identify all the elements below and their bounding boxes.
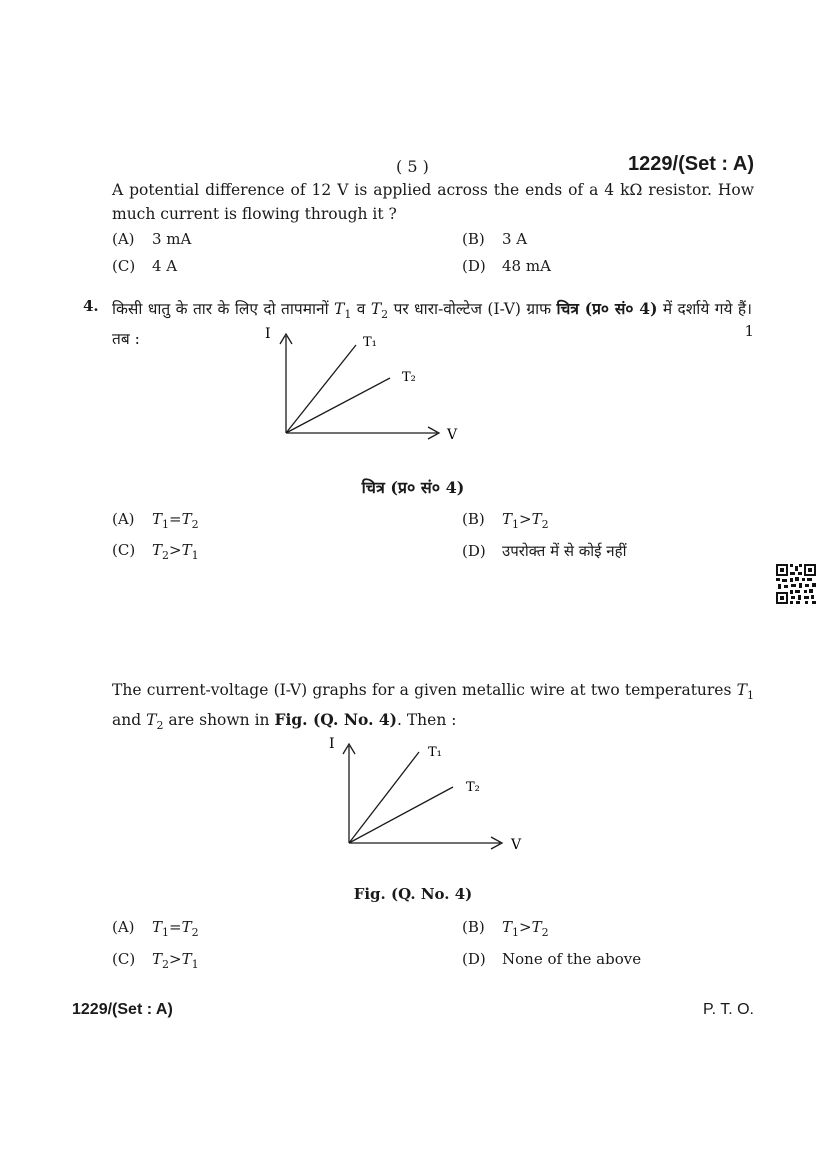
graph-x-label-en: V [511, 837, 522, 853]
t2-symbol: $T_2$ [370, 300, 389, 321]
line-t1-en [349, 752, 419, 843]
q4-en-option-a: (A) $T_1=T_2$ [112, 918, 199, 939]
t1-symbol-en: $T_1$ [736, 681, 754, 702]
graph-line1-label: T₁ [363, 335, 377, 350]
q3-option-d: (D) 48 mA [462, 257, 551, 275]
graph-y-label-en: I [329, 736, 335, 752]
q4-hi-option-a: (A) $T_1=T_2$ [112, 510, 199, 531]
q4-hi-option-d: (D) उपरोक्त में से कोई नहीं [462, 542, 627, 560]
graph-line1-label-en: T₁ [428, 745, 442, 760]
hindi-figure-caption: चित्र (प्र० सं० 4) [361, 478, 465, 497]
q4-hi-option-b: (B) $T_1>T_2$ [462, 510, 549, 531]
q3-option-b: (B) 3 A [462, 230, 528, 248]
line-t2 [286, 378, 390, 433]
iv-graph-english [318, 728, 538, 863]
q4-en-option-b: (B) $T_1>T_2$ [462, 918, 549, 939]
graph-x-label: V [447, 427, 458, 443]
q3-option-c: (C) 4 A [112, 257, 178, 275]
t2-symbol-en: $T_2$ [146, 711, 164, 732]
q4-en-option-d: (D) None of the above [462, 950, 642, 968]
graph-line2-label: T₂ [402, 370, 416, 385]
q3-option-a: (A) 3 mA [112, 230, 192, 248]
iv-graph-hindi [255, 318, 475, 453]
page-number: ( 5 ) [396, 157, 429, 176]
q4-english-text: The current-voltage (I-V) graphs for a given metallic wire at two temperatures $T_1$ and $T_2$ are shown in Fig. (Q. No. 4). Then : [112, 681, 754, 732]
footer-paper-code: 1229/(Set : A) [72, 1001, 173, 1018]
q4-marks: 1 [744, 322, 754, 340]
t1-symbol: $T_1$ [334, 300, 352, 321]
q4-hindi-text: किसी धातु के तार के लिए दो तापमानों $T_1$ व $T_2$ पर धारा-वोल्टेज (I-V) ग्राफ चित्र (प्र० सं० 4) में दर्शाये गये हैं। तब : [112, 299, 752, 348]
q4-hi-option-c: (C) $T_2>T_1$ [112, 541, 199, 562]
line-t2-en [349, 787, 453, 843]
header-paper-code: 1229/(Set : A) [628, 153, 754, 175]
graph-line2-label-en: T₂ [466, 780, 480, 795]
graph-y-label: I [265, 326, 271, 342]
line-t1 [286, 345, 356, 433]
q3-question-text: A potential difference of 12 V is applied across the ends of a 4 kΩ resistor. How much current is flowing through it ? [112, 181, 754, 223]
q4-en-option-c: (C) $T_2>T_1$ [112, 950, 199, 971]
qr-code-icon [776, 564, 816, 604]
english-figure-caption: Fig. (Q. No. 4) [353, 885, 473, 903]
footer-pto: P. T. O. [703, 1001, 754, 1018]
q4-number: 4. [83, 297, 99, 315]
